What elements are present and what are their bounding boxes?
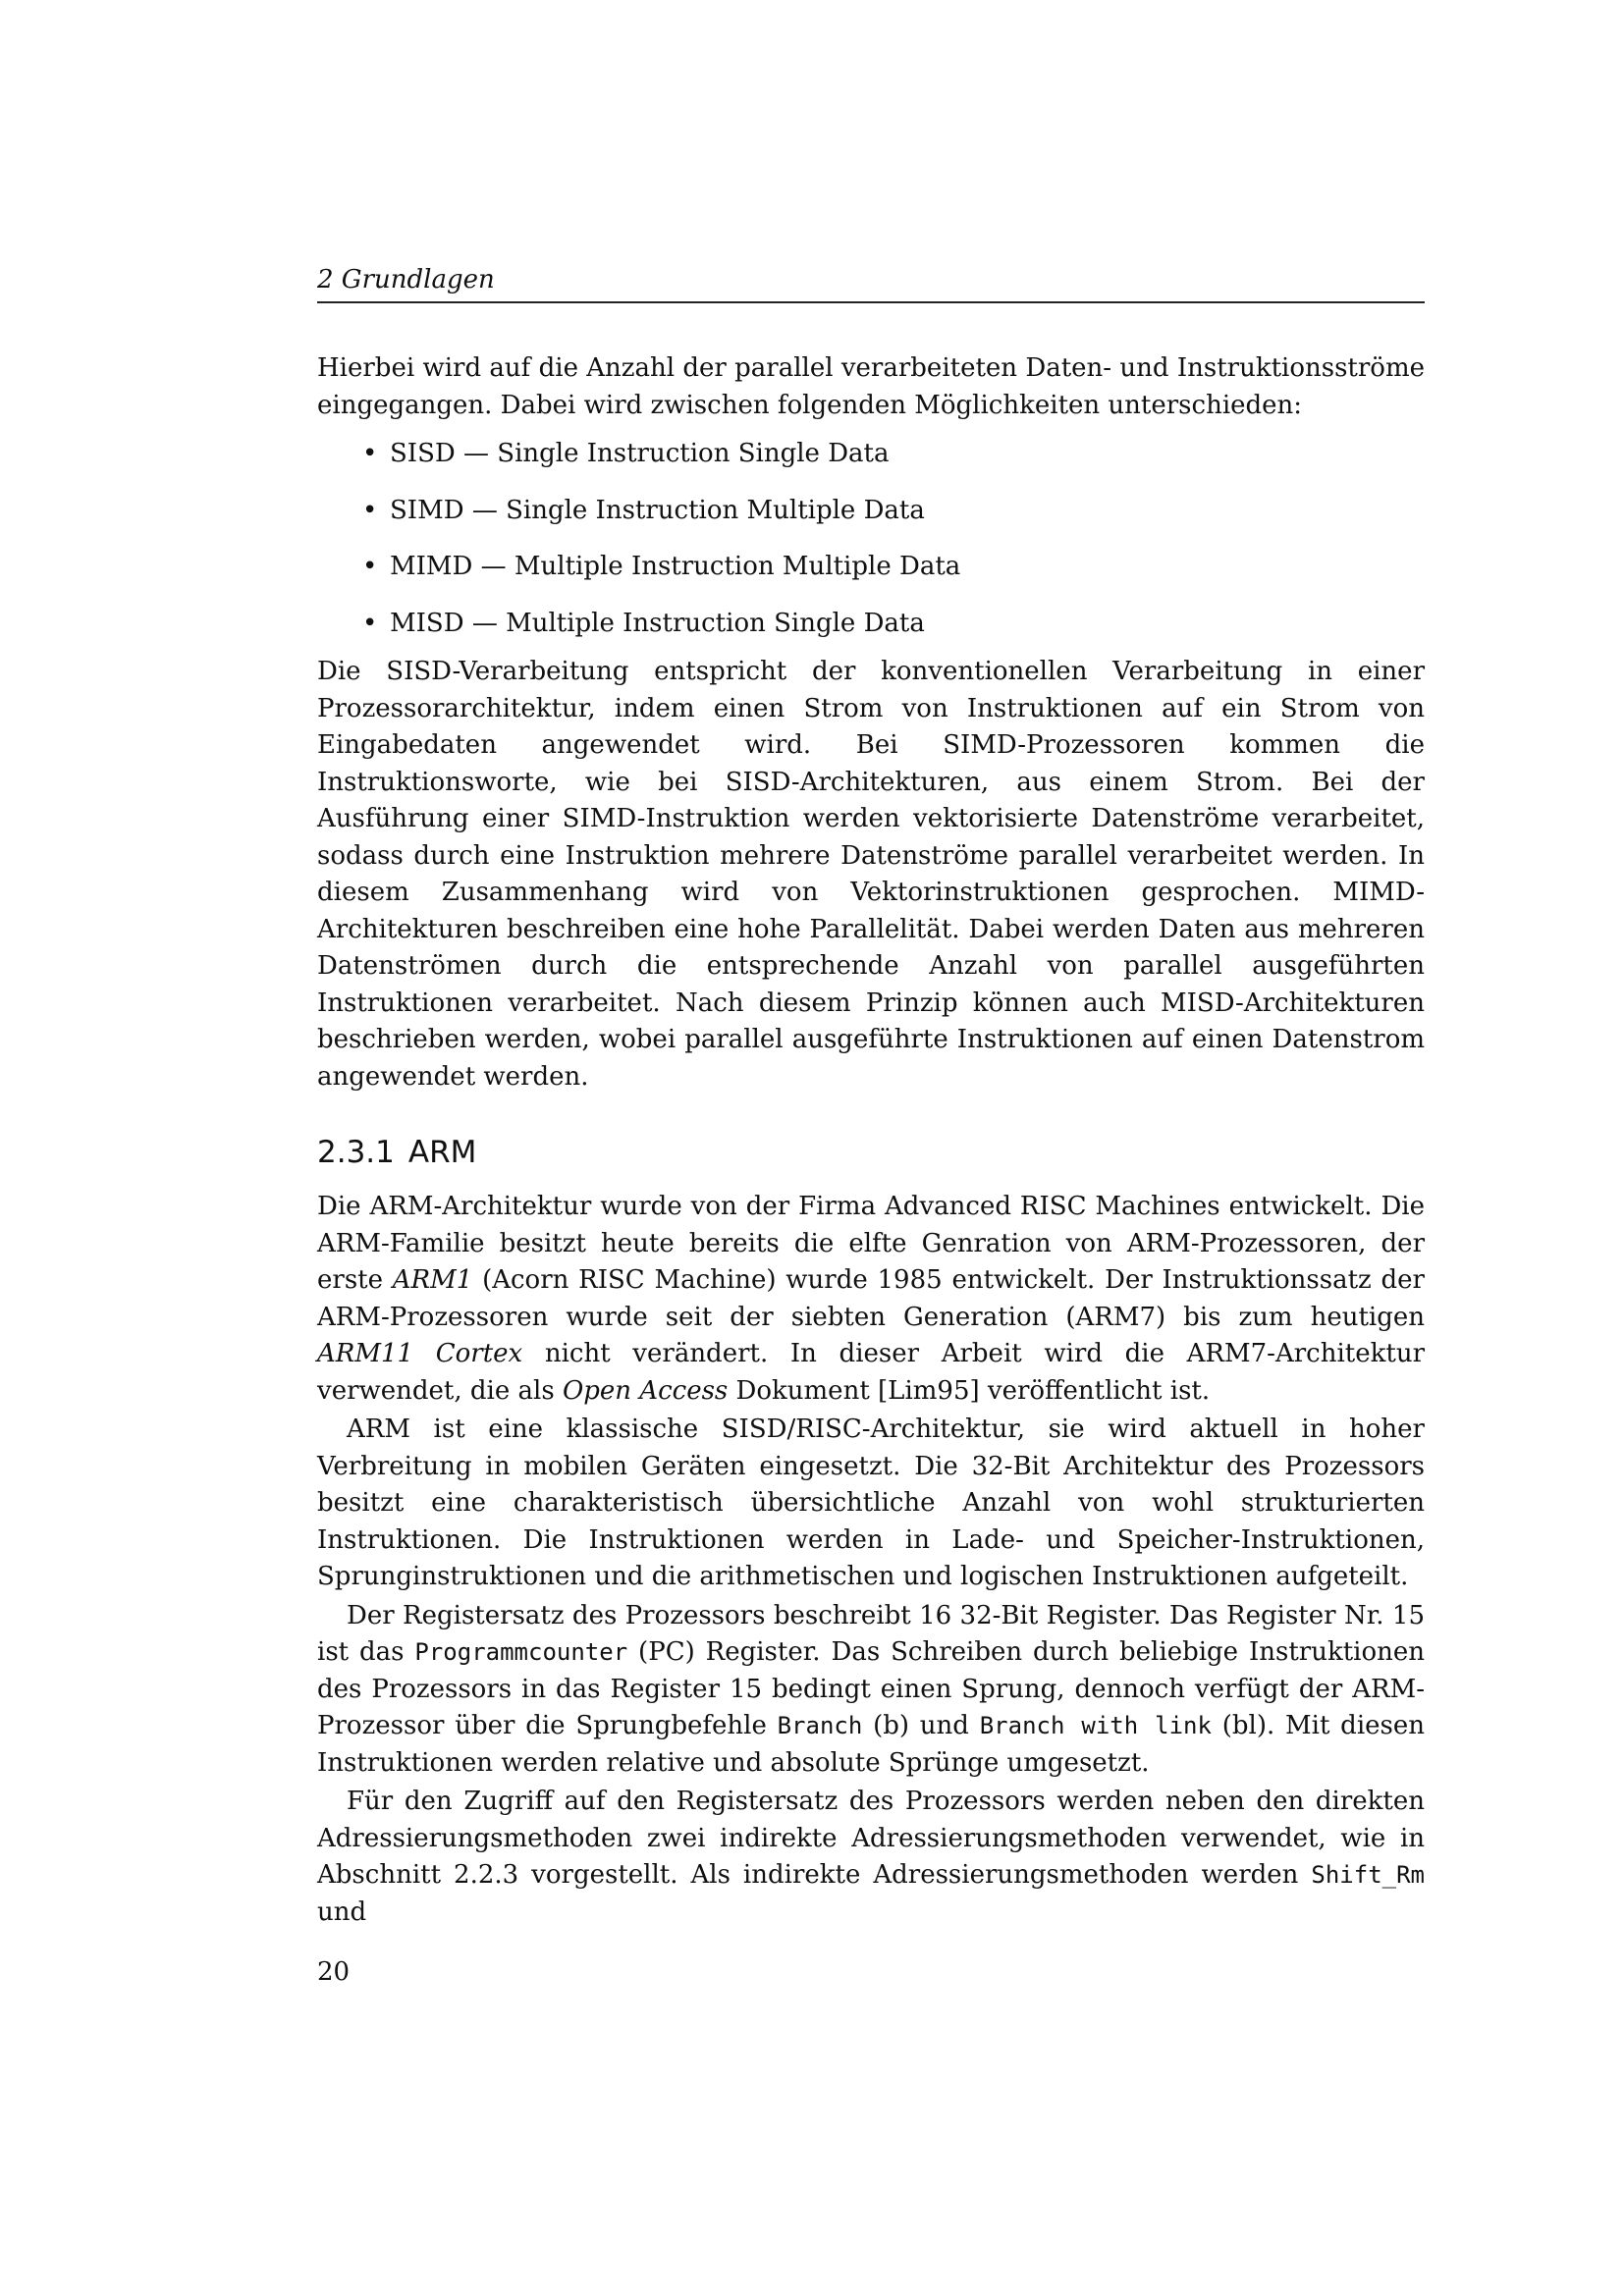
page-number: 20: [317, 1957, 351, 1987]
branch-code: Branch: [777, 1712, 863, 1740]
arm11-term: ARM11 Cortex: [317, 1339, 523, 1369]
bullet-icon: •: [362, 552, 378, 582]
arm1-term: ARM1: [392, 1265, 473, 1296]
branch-with-link-code: Branch with link: [979, 1712, 1212, 1740]
section-number: 2.3.1: [317, 1135, 395, 1171]
arm-paragraph-2: ARM ist eine klassische SISD/RISC-Architektur, sie wird aktuell in hoher Verbreitung in mobilen Geräten eingesetzt. Die 32-Bit Architektur des Prozessors besitzt eine charakteristisch übersichtliche Anzahl von wohl strukturierten Instruktionen. Die Instruktionen werden in Lade- und Speicher-Instruktionen, Sprunginstruktionen und die arithmetischen und logischen Instruktionen aufgeteilt.: [317, 1415, 1425, 1592]
open-access-term: Open Access: [562, 1375, 729, 1406]
bullet-icon: •: [362, 495, 378, 525]
arm-paragraph-4: Für den Zugriff auf den Registersatz des Prozessors werden neben den direkten Adressierungsmethoden zwei indirekte Adressierungsmethoden verwendet, wie in Abschnitt 2.2.3 vorgestellt. Als indirekte Adressierungsmethoden werden Shift_Rm und: [317, 1787, 1425, 1927]
simd-mimd-list: [317, 436, 1425, 642]
section-heading: [317, 1135, 1425, 1171]
page-body: [317, 265, 1425, 1931]
list-item: • SIMD — Single Instruction Multiple Data: [362, 493, 1425, 530]
programmcounter-code: Programmcounter: [414, 1638, 628, 1667]
running-header: 2 Grundlagen: [317, 265, 1425, 303]
list-item: • MIMD — Multiple Instruction Multiple Data: [362, 549, 1425, 586]
bullet-icon: •: [362, 439, 378, 469]
bullet-icon: •: [362, 608, 378, 638]
list-item: • MISD — Multiple Instruction Single Data: [362, 606, 1425, 643]
arm-paragraph-1: Die ARM-Architektur wurde von der Firma Advanced RISC Machines entwickelt. Die ARM-Familie besitzt heute bereits die elfte Genration von ARM-Prozessoren, der erste ARM1 (Acorn RISC Machine) wurde 1985 entwickelt. Der Instruktionssatz der ARM-Prozessoren wurde seit der siebten Generation (ARM7) bis zum heutigen ARM11 Cortex nicht verändert. In dieser Arbeit wird die ARM7-Architektur verwendet, die als Open Access Dokument [Lim95] veröffentlicht ist.: [317, 1192, 1426, 1406]
sisd-paragraph: Die SISD-Verarbeitung entspricht der konventionellen Verarbeitung in einer Prozessorarchitektur, indem einen Strom von Instruktionen auf ein Strom von Eingabedaten angewendet wird. Bei SIMD-Prozessoren kommen die Instruktionsworte, wie bei SISD-Architekturen, aus einem Strom. Bei der Ausführung einer SIMD-Instruktion werden vektorisierte Datenströme verarbeitet, sodass durch eine Instruktion mehrere Datenströme parallel verarbeitet werden. In diesem Zusammenhang wird von Vektorinstruktionen gesprochen. MIMD-Architekturen beschreiben eine hohe Parallelität. Dabei werden Daten aus mehreren Datenströmen durch die entsprechende Anzahl von parallel ausgeführten Instruktionen verarbeitet. Nach diesem Prinzip können auch MISD-Architekturen beschrieben werden, wobei parallel ausgeführte Instruktionen auf einen Datenstrom angewendet werden.: [317, 657, 1425, 1092]
section-title: ARM: [407, 1135, 477, 1171]
arm-paragraph-3: Der Registersatz des Prozessors beschreibt 16 32-Bit Register. Das Register Nr. 15 ist das Programmcounter (PC) Register. Das Schreiben durch beliebige Instruktionen des Prozessors in das Register 15 bedingt einen Sprung, dennoch verfügt der ARM-Prozessor über die Sprungbefehle Branch (b) und Branch with link (bl). Mit diesen Instruktionen werden relative und absolute Sprünge umgesetzt.: [317, 1600, 1425, 1778]
shift-rm-code: Shift_Rm: [1311, 1861, 1425, 1890]
list-item: • SISD — Single Instruction Single Data: [362, 436, 1425, 473]
intro-paragraph: Hierbei wird auf die Anzahl der parallel verarbeiteten Daten- und Instruktionsströme eingegangen. Dabei wird zwischen folgenden Möglichkeiten unterschieden:: [317, 353, 1425, 420]
